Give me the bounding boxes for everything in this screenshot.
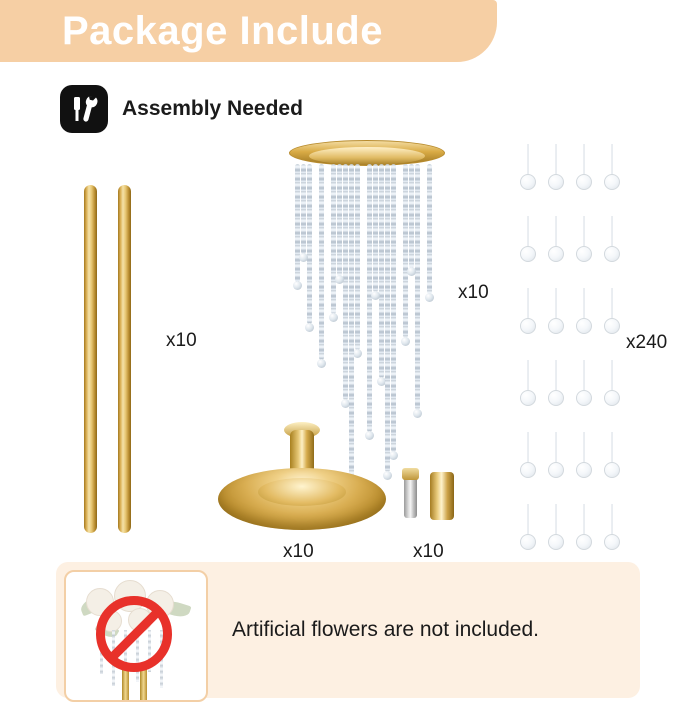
metal-connectors	[402, 466, 468, 520]
crystal-strand	[301, 164, 306, 254]
crystal-strand	[307, 164, 312, 324]
wrench-screwdriver-icon	[60, 85, 108, 133]
page-title: Package Include	[62, 9, 383, 53]
connector-screw	[404, 476, 417, 518]
crystal-strand	[295, 164, 300, 282]
crystal-strand	[385, 164, 390, 472]
chandelier-inner-ring	[309, 147, 425, 165]
crystal-strand	[331, 164, 336, 314]
crystal-strand	[355, 164, 360, 350]
footer-note-text: Artificial flowers are not included.	[232, 618, 539, 641]
crystal-strand	[427, 164, 432, 294]
assembly-needed-label: Assembly Needed	[122, 97, 303, 120]
gold-base-stand	[218, 430, 386, 540]
gold-poles-count: x10	[166, 330, 197, 351]
crystal-strand	[391, 164, 396, 452]
crystal-strand	[337, 164, 342, 276]
connectors-count: x10	[413, 541, 444, 562]
chandelier-count: x10	[458, 282, 489, 303]
crystal-strand	[379, 164, 384, 378]
artificial-flowers-photo	[64, 570, 208, 702]
beads-count: x240	[626, 332, 668, 353]
crystal-strand	[319, 164, 324, 360]
assembly-needed-row	[60, 85, 303, 133]
connector-nut	[430, 488, 454, 520]
crystal-strand	[373, 164, 378, 292]
crystal-strand	[403, 164, 408, 338]
connector-screw-head	[402, 468, 419, 480]
no-entry-icon	[96, 596, 172, 672]
gold-pole	[84, 185, 97, 533]
acrylic-beads-grid	[512, 140, 622, 570]
crystal-chandelier	[283, 140, 463, 460]
base-dish-highlight	[258, 478, 346, 506]
gold-poles-group	[78, 185, 148, 533]
gold-pole	[118, 185, 131, 533]
base-count: x10	[283, 541, 314, 562]
crystal-strand	[343, 164, 348, 400]
crystal-strand	[409, 164, 414, 268]
crystal-strand	[415, 164, 420, 410]
